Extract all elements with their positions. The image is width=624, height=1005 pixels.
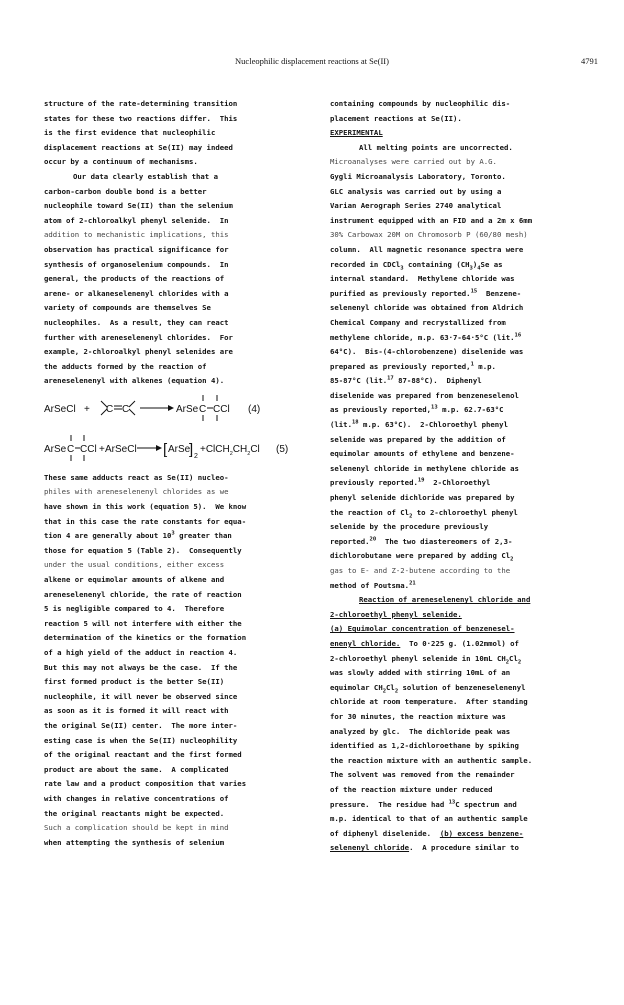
text-line: 5 is negligible compared to 4. Therefore bbox=[44, 604, 225, 614]
eq5-reactant-right: CCl bbox=[80, 443, 97, 455]
text-line: purified as previously reported.$^{15}$ Benzene- bbox=[330, 288, 522, 298]
text-line: further with areneselenenyl chlorides. For bbox=[44, 332, 233, 342]
svg-text:C: C bbox=[122, 403, 130, 415]
text-line: m.p. identical to that of an authentic sample bbox=[330, 814, 528, 824]
text-line: is the first evidence that nucleophilic bbox=[44, 128, 216, 138]
text-line: enenyl chloride. To 0·225 g. (1.02mmol) of bbox=[330, 638, 519, 648]
eq4-product-left: ArSe bbox=[176, 403, 199, 415]
eq5-plus: + bbox=[99, 443, 105, 455]
text-line: Microanalyses were carried out by A.G. bbox=[330, 157, 497, 167]
eq4-bonds-arrow bbox=[44, 391, 306, 431]
text-line: reaction 5 will not interfere with either the bbox=[44, 618, 242, 628]
text-line: diselenide was prepared from benzeneselenol bbox=[330, 390, 519, 400]
text-line: 30% Carbowax 20M on Chromosorb P (60/80 mesh) bbox=[330, 230, 528, 240]
text-line: methylene chloride, m.p. 63·7-64·5°C (lit.$^{16}$ bbox=[330, 332, 522, 342]
text-line: Such a complication should be kept in mind bbox=[44, 823, 229, 833]
text-line: occur by a continuum of mechanisms. bbox=[44, 157, 198, 167]
text-line: rate law and a product composition that varies bbox=[44, 779, 247, 789]
eq4-reactant: ArSeCl bbox=[44, 403, 76, 415]
eq5-product1-sub: 2 bbox=[194, 452, 198, 460]
text-line: nucleophile toward Se(II) than the selenium bbox=[44, 201, 233, 211]
text-line: determination of the kinetics or the formation bbox=[44, 633, 247, 643]
svg-text:C: C bbox=[67, 443, 75, 455]
text-line: have shown in this work (equation 5). We know bbox=[44, 502, 247, 512]
text-line: was slowly added with stirring 10mL of an bbox=[330, 668, 511, 678]
left-column bbox=[44, 97, 306, 850]
svg-text:]: ] bbox=[189, 440, 194, 458]
text-line: of diphenyl diselenide. (b) excess benzene- bbox=[330, 828, 524, 838]
eq5-product2: $+ClCH_2CH_2Cl$ bbox=[200, 443, 260, 457]
text-line: as soon as it is formed it will react with bbox=[44, 706, 229, 716]
text-line: previously reported.$^{19}$ 2-Chloroethyl bbox=[330, 478, 491, 488]
text-line: structure of the rate-determining transition bbox=[44, 99, 238, 108]
text-line: nucleophile, it will never be observed since bbox=[44, 691, 238, 701]
text-line: of the original reactant and the first formed bbox=[44, 750, 242, 760]
text-line: atom of 2-chloroalkyl phenyl selenide. In bbox=[44, 215, 229, 225]
equation-4 bbox=[44, 391, 306, 431]
eq4-product-right: CCl bbox=[213, 403, 230, 415]
text-line: areneselenenyl chloride, the rate of reaction bbox=[44, 589, 242, 599]
eq4-number: (4) bbox=[248, 403, 261, 415]
text-line: arene- or alkaneselenenyl chlorides with a bbox=[44, 288, 229, 298]
text-line: observation has practical significance for bbox=[44, 244, 229, 254]
text-line: analyzed by glc. The dichloride peak was bbox=[330, 726, 511, 736]
text-line: selenenyl chloride. A procedure similar to bbox=[330, 843, 519, 853]
equation-5 bbox=[44, 431, 306, 471]
text-line: chloride at room temperature. After standing bbox=[330, 697, 528, 707]
text-line: selenenyl chloride was obtained from Aldrich bbox=[330, 303, 524, 313]
text-line: equimolar amounts of ethylene and benzene- bbox=[330, 449, 515, 459]
text-line: that in this case the rate constants for equa- bbox=[44, 516, 247, 526]
text-line: alkene or equimolar amounts of alkene and bbox=[44, 575, 225, 585]
subsection-heading: Reaction of areneselenenyl chloride and bbox=[359, 595, 531, 605]
text-line: gas to E- and Z-2-butene according to the bbox=[330, 566, 511, 575]
running-header-title: Nucleophilic displacement reactions at Se(II) bbox=[235, 56, 389, 66]
text-line: those for equation 5 (Table 2). Consequently bbox=[44, 545, 242, 555]
text-line: GLC analysis was carried out by using a bbox=[330, 186, 502, 196]
text-line: under the usual conditions, either excess bbox=[44, 560, 225, 570]
text-line: tion 4 are generally about $10^3$ greater than bbox=[44, 530, 232, 541]
svg-text:[: [ bbox=[163, 440, 168, 458]
text-line: selenenyl chloride in methylene chloride as bbox=[330, 463, 519, 473]
text-line: selenide by the procedure previously bbox=[330, 522, 489, 532]
text-line: with changes in relative concentrations of bbox=[44, 793, 229, 803]
text-line: reported.$^{20}$ The two diastereomers of 2,3- bbox=[330, 536, 513, 546]
text-line: addition to mechanistic implications, this bbox=[44, 230, 229, 240]
text-line: first formed product is the better Se(II) bbox=[44, 677, 225, 687]
text-line: 85-87°C (lit.$^{17}$ 87-88°C). Diphenyl bbox=[330, 375, 482, 386]
text-line: All melting points are uncorrected. bbox=[359, 142, 513, 152]
text-line: example, 2-chloroalkyl phenyl selenides are bbox=[44, 347, 233, 357]
eq5-number: (5) bbox=[276, 443, 289, 455]
text-line: column. All magnetic resonance spectra were bbox=[330, 244, 524, 254]
text-line: for 30 minutes, the reaction mixture was bbox=[330, 711, 506, 721]
subsection-heading: 2-chloroethyl phenyl selenide. bbox=[330, 609, 462, 619]
text-line: when attempting the synthesis of selenium bbox=[44, 837, 225, 847]
text-line: the original reactants might be expected. bbox=[44, 808, 225, 818]
text-line: esting case is when the Se(II) nucleophility bbox=[44, 735, 238, 745]
text-line: recorded in CDCl$_3$ containing $(CH_3)_4Se$ as bbox=[330, 259, 503, 271]
text-line: internal standard. Methylene chloride was bbox=[330, 274, 515, 284]
text-line: the original Se(II) center. The more inter- bbox=[44, 720, 238, 730]
text-line: synthesis of organoselenium compounds. In bbox=[44, 259, 229, 269]
right-column bbox=[330, 97, 592, 856]
text-line: pressure. The residue had $^{13}$C spectrum and bbox=[330, 799, 517, 809]
text-line: 2-chloroethyl phenyl selenide in 10mL $CH_2Cl_2$ bbox=[330, 653, 522, 666]
text-line: Varian Aerograph Series 2740 analytical bbox=[330, 201, 502, 211]
text-line: identified as 1,2-dichloroethane by spiking bbox=[330, 741, 519, 751]
text-line: These same adducts react as Se(II) nucleo- bbox=[44, 472, 229, 482]
text-line: method of Poutsma.$^{21}$ bbox=[330, 580, 416, 590]
eq4-plus: + bbox=[84, 403, 90, 415]
eq5-product1: ArSe bbox=[168, 443, 191, 455]
text-line: selenide was prepared by the addition of bbox=[330, 434, 506, 444]
text-line: displacement reactions at Se(II) may indeed bbox=[44, 142, 233, 152]
eq5-reactant2: ArSeCl bbox=[105, 443, 137, 455]
text-line: Our data clearly establish that a bbox=[73, 171, 218, 181]
text-line: nucleophiles. As a result, they can react bbox=[44, 317, 229, 327]
text-line: instrument equipped with an FID and a 2m x 6mm bbox=[330, 215, 533, 225]
section-heading-experimental: EXPERIMENTAL bbox=[330, 128, 383, 138]
text-line: of the reaction mixture under reduced bbox=[330, 784, 493, 794]
text-line: carbon-carbon double bond is a better bbox=[44, 186, 207, 196]
text-line: general, the products of the reactions of bbox=[44, 274, 225, 284]
text-line: containing compounds by nucleophilic dis- bbox=[330, 99, 511, 108]
text-line: dichlorobutane were prepared by adding $Cl_2$ bbox=[330, 551, 514, 563]
text-line: prepared as previously reported,$^1$ m.p. bbox=[330, 361, 496, 371]
text-line: product are about the same. A complicated bbox=[44, 764, 229, 774]
text-line: states for these two reactions differ. This bbox=[44, 113, 238, 123]
text-line: Chemical Company and recrystallized from bbox=[330, 317, 506, 327]
text-line: of a high yield of the adduct in reaction 4. bbox=[44, 648, 238, 657]
text-line: the reaction mixture with an authentic sample. bbox=[330, 755, 533, 765]
page-number: 4791 bbox=[581, 56, 598, 66]
text-line: variety of compounds are themselves Se bbox=[44, 303, 211, 313]
text-line: as previously reported,$^{13}$ m.p. 62.7-63°C bbox=[330, 405, 504, 415]
text-line: areneselenenyl with alkenes (equation 4). bbox=[44, 376, 225, 386]
text-line: 64°C). Bis-(4-chlorobenzene) diselenide was bbox=[330, 347, 524, 357]
svg-text:C: C bbox=[106, 403, 114, 415]
text-line: equimolar $CH_2Cl_2$ solution of benzeneselenenyl bbox=[330, 682, 526, 695]
text-line: But this may not always be the case. If the bbox=[44, 662, 238, 672]
eq5-reactant-left: ArSe bbox=[44, 443, 67, 455]
text-line: placement reactions at Se(II). bbox=[330, 113, 462, 123]
text-line: Gygli Microanalysis Laboratory, Toronto. bbox=[330, 171, 506, 181]
text-line: the adducts formed by the reaction of bbox=[44, 361, 207, 371]
text-line: the reaction of $Cl_2$ to 2-chloroethyl phenyl bbox=[330, 507, 518, 520]
text-line: The solvent was removed from the remainder bbox=[330, 770, 515, 780]
text-line: (lit.$^{18}$ m.p. 63°C). 2-Chloroethyl phenyl bbox=[330, 419, 508, 430]
text-line: phenyl selenide dichloride was prepared by bbox=[330, 493, 515, 503]
text-line: (a) Equimolar concentration of benzenesel- bbox=[330, 624, 515, 634]
svg-text:C: C bbox=[199, 403, 207, 415]
text-line: philes with areneselenenyl chlorides as we bbox=[44, 487, 229, 497]
